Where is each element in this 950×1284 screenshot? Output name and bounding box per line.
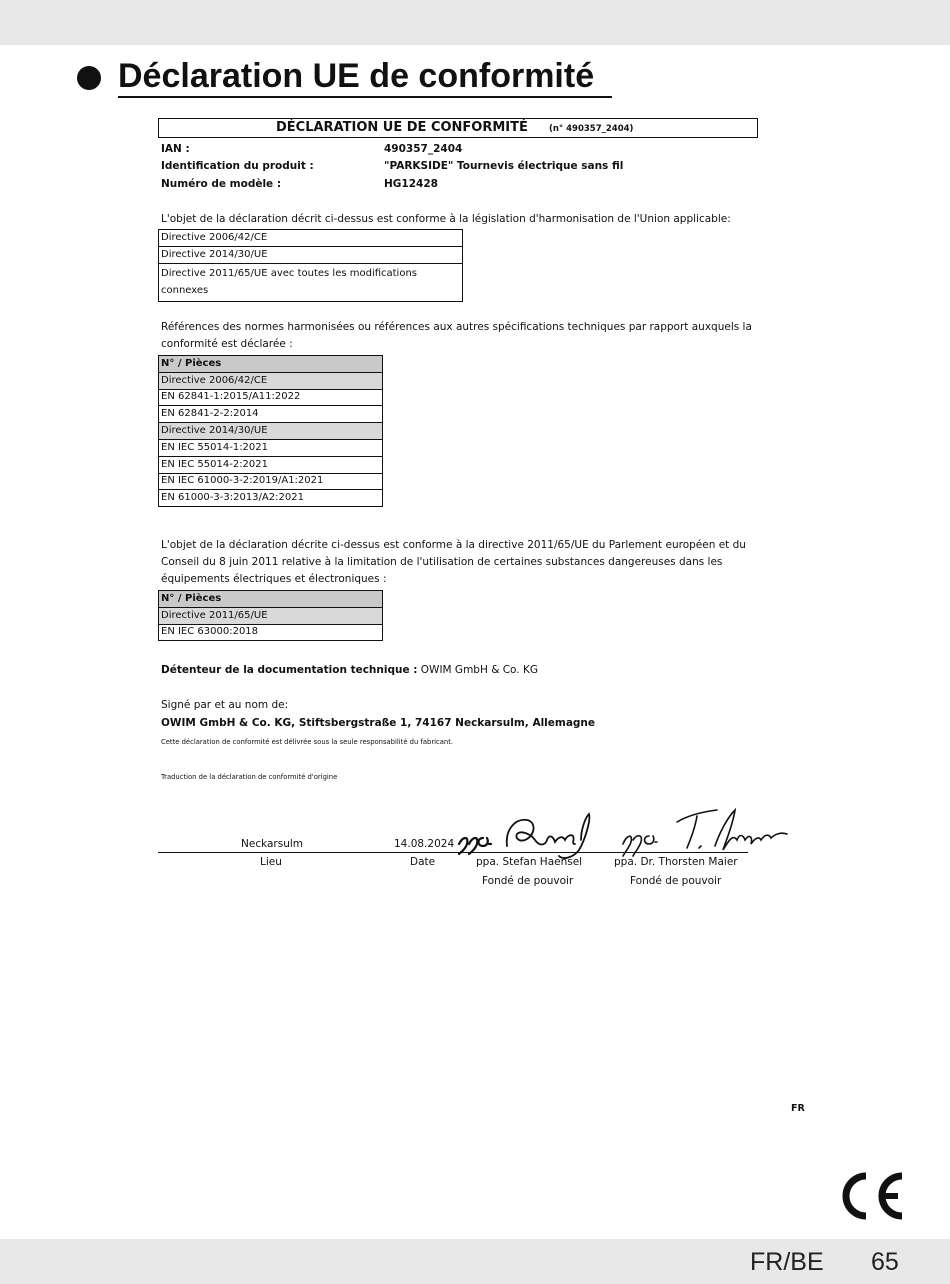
signed-by: Signé par et au nom de: <box>161 699 289 711</box>
section-bullet-icon <box>77 66 101 90</box>
heading-underline <box>118 96 612 98</box>
rohs-intro-line2: Conseil du 8 juin 2011 relative à la limitation de l'utilisation de certaines substances dangereuses dans les <box>161 556 723 568</box>
signer1-role: Fondé de pouvoir <box>482 875 574 887</box>
date-label: Date <box>410 856 436 868</box>
standards-intro-line1: Références des normes harmonisées ou références aux autres spécifications techniques par rapport auxquels la <box>161 321 752 333</box>
standards-row: EN 61000-3-3:2013/A2:2021 <box>159 490 383 507</box>
tech-doc-label: Détenteur de la documentation technique : <box>161 664 418 676</box>
directive-line: Directive 2011/65/UE avec toutes les modifications <box>161 268 418 280</box>
signature-haensel-icon <box>455 806 615 862</box>
place-label: Lieu <box>260 856 282 868</box>
rohs-intro-line3: équipements électriques et électroniques : <box>161 573 387 585</box>
standards-row: EN 62841-1:2015/A11:2022 <box>159 389 383 406</box>
field-label-product: Identification du produit : <box>161 160 314 172</box>
standards-row: EN IEC 55014-2:2021 <box>159 456 383 473</box>
standards-intro-line2: conformité est déclarée : <box>161 338 293 350</box>
language-code: FR <box>791 1103 805 1114</box>
rohs-header: N° / Pièces <box>159 591 383 608</box>
rohs-row: Directive 2011/65/UE <box>159 607 383 624</box>
place-value: Neckarsulm <box>241 838 304 850</box>
declaration-title: DÉCLARATION UE DE CONFORMITÉ <box>276 120 528 135</box>
page-heading: Déclaration UE de conformité <box>118 57 595 95</box>
standards-row: EN IEC 61000-3-2:2019/A1:2021 <box>159 473 383 490</box>
field-label-ian: IAN : <box>161 143 190 155</box>
directive-cell: Directive 2014/30/UE <box>159 246 463 263</box>
translation-note: Traduction de la déclaration de conformité d'origine <box>161 773 338 781</box>
date-value: 14.08.2024 <box>394 838 455 850</box>
rohs-row: EN IEC 63000:2018 <box>159 624 383 641</box>
field-value-ian: 490357_2404 <box>384 143 463 155</box>
directive-cell-multiline <box>159 263 463 301</box>
signature-line <box>158 852 748 853</box>
directive-cell: Directive 2006/42/CE <box>159 230 463 247</box>
ce-mark-icon <box>836 1170 906 1222</box>
company-address: OWIM GmbH & Co. KG, Stiftsbergstraße 1, 74167 Neckarsulm, Allemagne <box>161 717 596 729</box>
tech-doc-holder <box>161 664 538 677</box>
signer2-role: Fondé de pouvoir <box>630 875 722 887</box>
rohs-intro-line1: L'objet de la déclaration décrite ci-dessus est conforme à la directive 2011/65/UE du Parlement européen et du <box>161 539 746 551</box>
directives-table <box>158 229 463 302</box>
conformity-statement: L'objet de la déclaration décrit ci-dessus est conforme à la législation d'harmonisation de l'Union applicable: <box>161 213 731 225</box>
rohs-table <box>158 590 383 641</box>
directive-line: connexes <box>161 285 209 297</box>
signer1-name: ppa. Stefan Haensel <box>476 856 583 868</box>
top-band <box>0 0 950 45</box>
tech-doc-value: OWIM GmbH & Co. KG <box>420 664 538 676</box>
standards-row: Directive 2014/30/UE <box>159 423 383 440</box>
standards-row: Directive 2006/42/CE <box>159 372 383 389</box>
declaration-number: (n° 490357_2404) <box>549 124 634 134</box>
standards-row: EN 62841-2-2:2014 <box>159 406 383 423</box>
standards-row: EN IEC 55014-1:2021 <box>159 439 383 456</box>
footer-page-number: 65 <box>871 1248 899 1276</box>
field-value-product: "PARKSIDE" Tournevis électrique sans fil <box>384 160 624 172</box>
field-value-model: HG12428 <box>384 178 438 190</box>
footer-region: FR/BE <box>750 1248 824 1276</box>
signer2-name: ppa. Dr. Thorsten Maier <box>614 856 738 868</box>
standards-header: N° / Pièces <box>159 356 383 373</box>
field-label-model: Numéro de modèle : <box>161 178 282 190</box>
standards-table <box>158 355 383 507</box>
responsibility-note: Cette déclaration de conformité est délivrée sous la seule responsabilité du fabricant. <box>161 738 454 746</box>
